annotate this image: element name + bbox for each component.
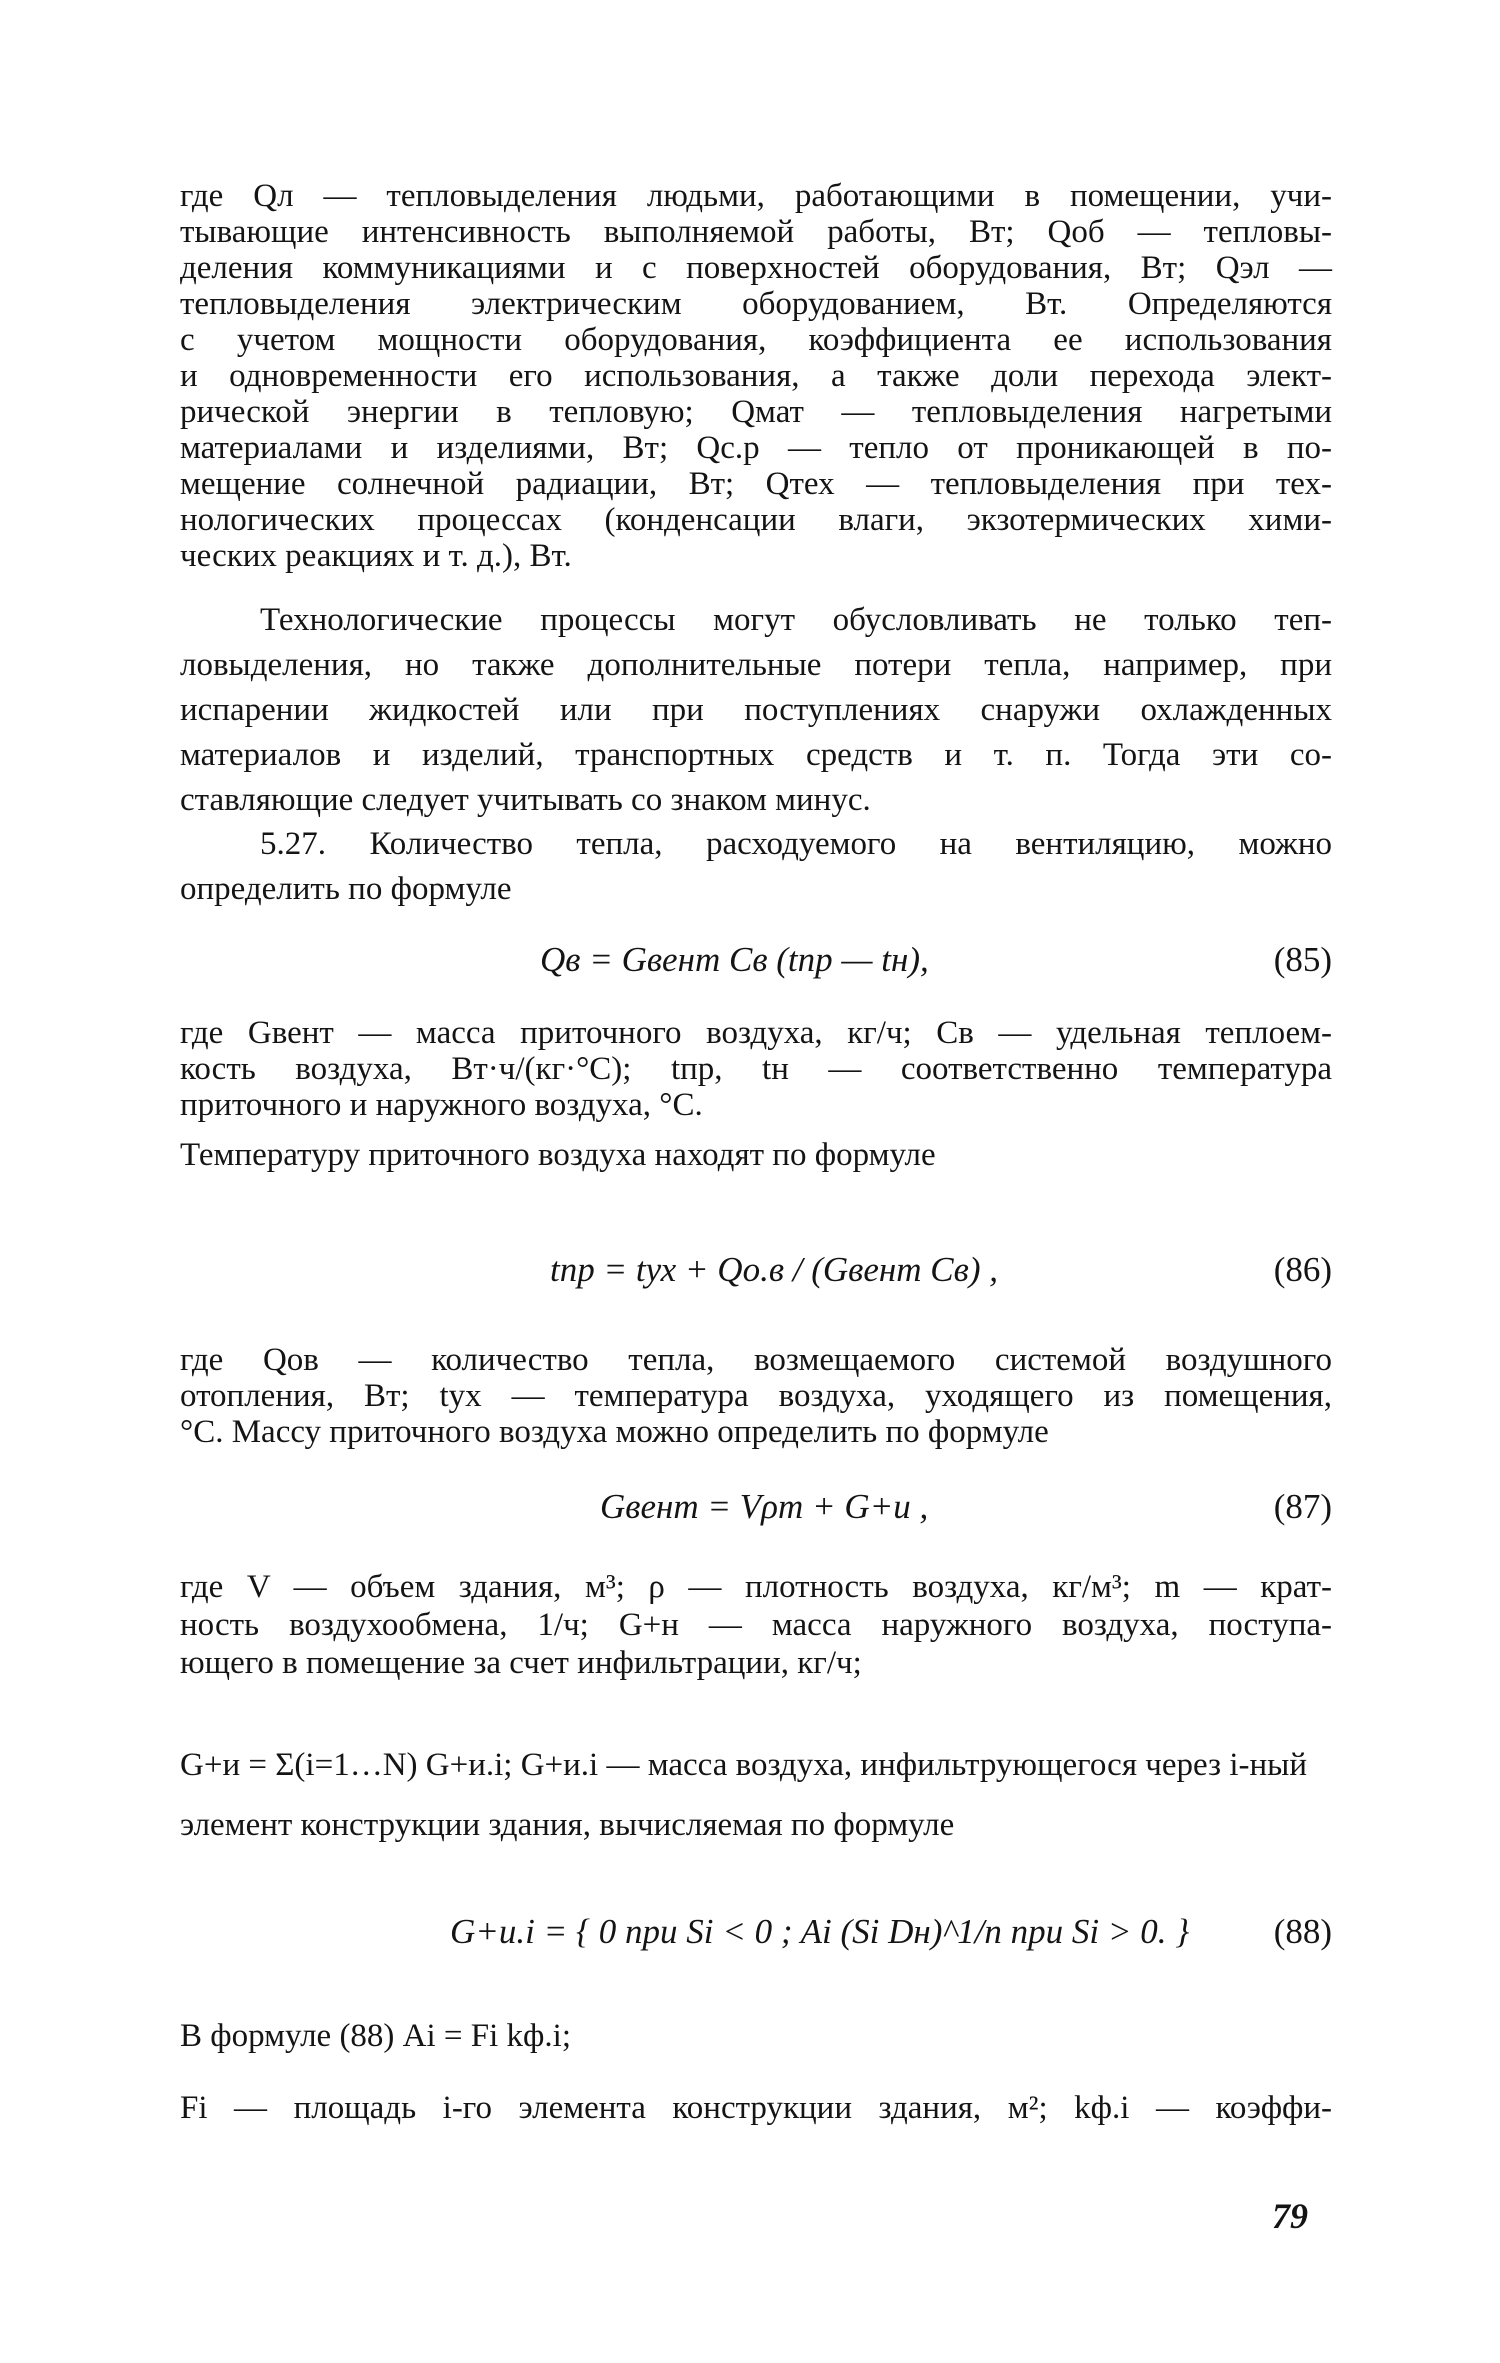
text-line: где Qл — тепловыделения людьми, работающими в помещении, учи- [180,178,1332,214]
formula-expression: Gвент = Vρm + G+и , [600,1487,929,1526]
text-line: Температуру приточного воздуха находят по формуле [180,1137,936,1173]
text-line: испарении жидкостей или при поступлениях снаружи охлажденных [180,692,1332,728]
text-line: кость воздуха, Вт·ч/(кг·°С); tпр, tн — соответственно температура [180,1051,1332,1087]
text-line: 5.27. Количество тепла, расходуемого на вентиляцию, можно [260,826,1332,862]
text-line: где V — объем здания, м³; ρ — плотность воздуха, кг/м³; m — крат- [180,1569,1332,1605]
paragraph-formula-88-coefficient [180,2018,1332,2054]
text-line: с учетом мощности оборудования, коэффициента ее использования [180,322,1332,358]
text-line: элемент конструкции здания, вычисляемая по формуле [180,1807,955,1843]
formula-85 [180,940,1332,990]
text-line: В формуле (88) Ai = Fi kф.i; [180,2018,572,2054]
text-line: материалов и изделий, транспортных средств и т. п. Тогда эти со- [180,737,1332,773]
text-line: рической энергии в тепловую; Qмат — тепловыделения нагретыми [180,394,1332,430]
text-line: приточного и наружного воздуха, °С. [180,1087,703,1123]
paragraph-element-area [180,2090,1332,2126]
formula-expression: Qв = Gвент Cв (tпр — tн), [540,940,929,979]
equation-number: (87) [1273,1487,1332,1526]
equation-number: (88) [1273,1912,1332,1951]
text-line: определить по формуле [180,871,512,907]
text-line: где Qов — количество тепла, возмещаемого системой воздушного [180,1342,1332,1378]
text-line: и одновременности его использования, а также доли перехода элект- [180,358,1332,394]
page-number: 79 [1272,2196,1308,2236]
formula-expression: G+и.i = { 0 при Si < 0 ; Ai (Si Dн)^1/n при Si > 0. } [450,1912,1190,1951]
paragraph-heat-sources [180,178,1332,574]
text-line: отопления, Вт; tух — температура воздуха, уходящего из помещения, [180,1378,1332,1414]
paragraph-section-5-27 [180,822,1332,912]
formula-expression: tпр = tух + Qо.в / (Gвент Cв) , [550,1250,998,1289]
text-line: ставляющие следует учитывать со знаком минус. [180,782,871,818]
paragraph-formula-86-legend [180,1342,1332,1450]
text-line: °С. Массу приточного воздуха можно определить по формуле [180,1414,1049,1450]
formula-88 [180,1912,1332,1962]
text-line: где Gвент — масса приточного воздуха, кг/ч; Cв — удельная теплоем- [180,1015,1332,1051]
text-line: тепловыделения электрическим оборудованием, Вт. Определяются [180,286,1332,322]
text-line: деления коммуникациями и с поверхностей оборудования, Вт; Qэл — [180,250,1332,286]
formula-86 [180,1250,1332,1300]
text-line: Технологические процессы могут обусловливать не только теп- [260,602,1332,638]
text-line: ческих реакциях и т. д.), Вт. [180,538,572,574]
text-line: ность воздухообмена, 1/ч; G+н — масса наружного воздуха, поступа- [180,1607,1332,1643]
paragraph-formula-87-legend [180,1568,1332,1682]
paragraph-technological-processes [180,598,1332,823]
text-line: ловыделения, но также дополнительные потери тепла, например, при [180,647,1332,683]
paragraph-infiltration-sum [180,1735,1332,1855]
equation-number: (85) [1273,940,1332,979]
formula-87 [180,1487,1332,1537]
text-line: Fi — площадь i-го элемента конструкции здания, м²; kф.i — коэффи- [180,2090,1332,2126]
text-line: тывающие интенсивность выполняемой работы, Вт; Qоб — тепловы- [180,214,1332,250]
text-line: мещение солнечной радиации, Вт; Qтех — тепловыделения при тех- [180,466,1332,502]
equation-number: (86) [1273,1250,1332,1289]
text-line: нологических процессах (конденсации влаги, экзотермических хими- [180,502,1332,538]
text-line: G+и = Σ(i=1…N) G+и.i; G+и.i — масса воздуха, инфильтрующегося через i-ный [180,1747,1307,1783]
paragraph-formula-85-legend [180,1015,1332,1123]
paragraph-supply-temperature [180,1137,1332,1173]
text-line: материалами и изделиями, Вт; Qс.р — тепло от проникающей в по- [180,430,1332,466]
text-line: ющего в помещение за счет инфильтрации, кг/ч; [180,1645,862,1681]
